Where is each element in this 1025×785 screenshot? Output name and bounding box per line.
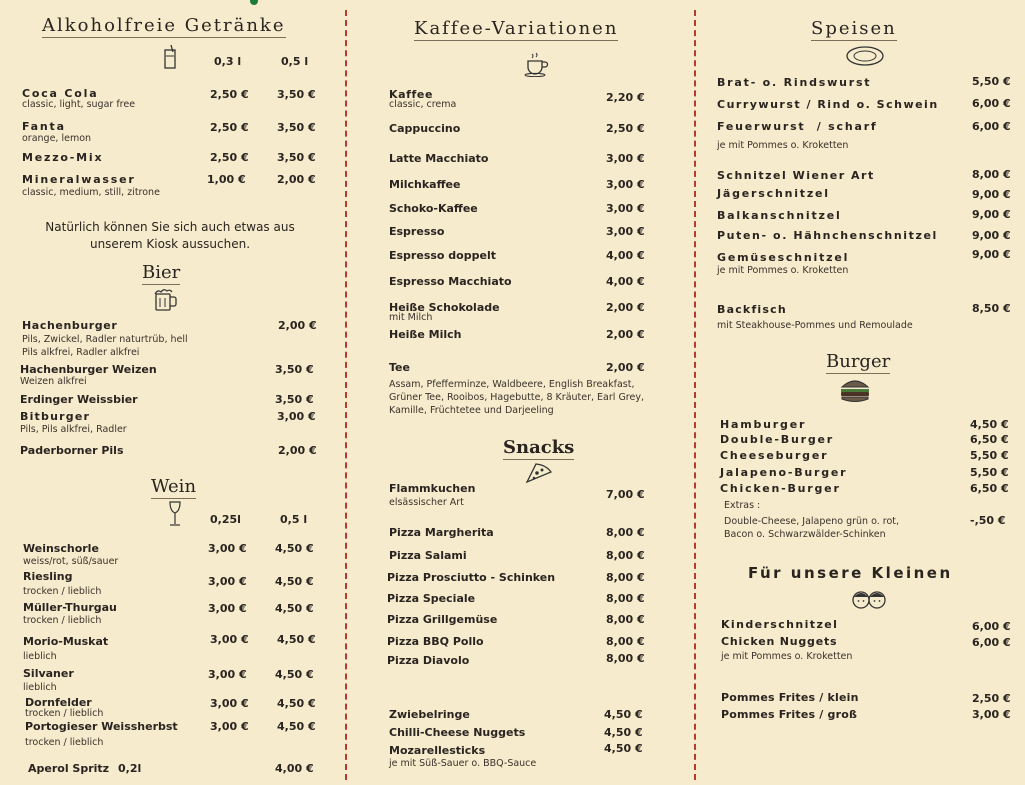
- wine-name: Morio-Muskat: [23, 635, 109, 648]
- snack-price: 8,00 €: [606, 571, 645, 584]
- beer-price: 2,00 €: [278, 319, 317, 332]
- snack-price: 4,50 €: [604, 708, 643, 721]
- dish-price: 6,00 €: [972, 120, 1011, 133]
- burger-name: Cheeseburger: [720, 449, 829, 462]
- dish-price: 8,00 €: [972, 168, 1011, 181]
- snack-price: 8,00 €: [606, 549, 645, 562]
- pommes-price: 3,00 €: [972, 708, 1011, 721]
- pommes-name: Pommes Frites / groß: [721, 708, 858, 721]
- tea-desc: Assam, Pfefferminze, Waldbeere, English Breakfast,: [389, 379, 635, 390]
- section-title-alkoholfrei: Alkoholfreie Getränke: [42, 15, 286, 36]
- drink-price-large: 3,50 €: [277, 121, 316, 134]
- burger-price: 5,50 €: [970, 449, 1009, 462]
- coffee-price: 2,00 €: [606, 301, 645, 314]
- drink-name: Coca Cola: [22, 87, 99, 100]
- coffee-price: 3,00 €: [606, 202, 645, 215]
- coffee-price: 3,00 €: [606, 178, 645, 191]
- coffee-name: Milchkaffee: [389, 178, 461, 191]
- snack-price: 8,00 €: [606, 592, 645, 605]
- coffee-price: 4,00 €: [606, 249, 645, 262]
- coffee-name: Cappuccino: [389, 122, 461, 135]
- dish-name: Feuerwurst / scharf: [717, 120, 878, 133]
- snack-name: Pizza Prosciutto - Schinken: [387, 571, 556, 584]
- tea-desc: Kamille, Früchtetee und Darjeeling: [389, 405, 554, 416]
- wine-name: Müller-Thurgau: [23, 601, 117, 614]
- wine-price-small: 3,00 €: [208, 668, 247, 681]
- coffee-price: 2,00 €: [606, 328, 645, 341]
- snack-name: Pizza Speciale: [387, 592, 476, 605]
- wine-price-large: 4,50 €: [277, 633, 316, 646]
- pommes-price: 2,50 €: [972, 692, 1011, 705]
- wine-desc: weiss/rot, süß/sauer: [23, 556, 119, 567]
- extras-price: -,50 €: [970, 514, 1006, 527]
- section-title-snacks: Snacks: [503, 437, 575, 458]
- beer-price: 3,50 €: [275, 363, 314, 376]
- dish-name: Puten- o. Hähnchenschnitzel: [717, 229, 938, 242]
- burger-name: Chicken-Burger: [720, 482, 841, 495]
- wine-name: Dornfelder: [25, 696, 92, 709]
- aperol-size: 0,2l: [118, 762, 142, 775]
- wine-size-small: 0,25l: [210, 513, 241, 526]
- wine-price-small: 3,00 €: [208, 575, 247, 588]
- coffee-name: Schoko-Kaffee: [389, 202, 478, 215]
- dish-price: 8,50 €: [972, 302, 1011, 315]
- burger-price: 6,50 €: [970, 482, 1009, 495]
- coffee-name: Heiße Milch: [389, 328, 462, 341]
- drink-desc: orange, lemon: [22, 133, 92, 144]
- wine-price-small: 3,00 €: [210, 720, 249, 733]
- glass-icon: [162, 44, 178, 70]
- wine-price-small: 3,00 €: [210, 633, 249, 646]
- coffee-name: Latte Macchiato: [389, 152, 489, 165]
- dish-price: 9,00 €: [972, 229, 1011, 242]
- plate-icon: [845, 45, 885, 67]
- corner-mark: [250, 0, 258, 5]
- drink-name: Mezzo-Mix: [22, 151, 104, 164]
- wine-desc: trocken / lieblich: [25, 708, 104, 719]
- dish-name: Schnitzel Wiener Art: [717, 169, 875, 182]
- wine-price-small: 3,00 €: [208, 542, 247, 555]
- snack-price: 4,50 €: [604, 726, 643, 739]
- dish-name: Balkanschnitzel: [717, 209, 842, 222]
- burger-name: Jalapeno-Burger: [720, 466, 848, 479]
- dish-price: 9,00 €: [972, 208, 1011, 221]
- wine-name: Silvaner: [23, 667, 74, 680]
- drink-desc: classic, light, sugar free: [22, 99, 136, 110]
- coffee-name: Heiße Schokolade: [389, 301, 500, 314]
- burger-price: 5,50 €: [970, 466, 1009, 479]
- aperol-price: 4,00 €: [275, 762, 314, 775]
- burger-price: 6,50 €: [970, 433, 1009, 446]
- drink-price-small: 2,50 €: [210, 151, 249, 164]
- drink-price-small: 2,50 €: [210, 121, 249, 134]
- wine-price-small: 3,00 €: [210, 697, 249, 710]
- section-title-bier: Bier: [142, 262, 181, 283]
- wine-desc: trocken / lieblich: [23, 586, 102, 597]
- beer-desc: Pils alkfrei, Radler alkfrei: [22, 347, 140, 358]
- extras-desc: Bacon o. Schwarzwälder-Schinken: [724, 529, 886, 540]
- coffee-desc: classic, crema: [389, 99, 457, 110]
- dish-name: Currywurst / Rind o. Schwein: [717, 98, 939, 111]
- size-header-large: 0,5 l: [281, 55, 309, 68]
- tea-name: Tee: [389, 361, 410, 374]
- wurst-note: je mit Pommes o. Kroketten: [717, 140, 849, 151]
- beer-mug-icon: [153, 288, 179, 312]
- dish-name: Backfisch: [717, 303, 787, 316]
- kids-dish-price: 6,00 €: [972, 620, 1011, 633]
- wine-glass-icon: [167, 500, 183, 528]
- snack-name: Mozarellesticks: [389, 744, 486, 757]
- beer-name: Erdinger Weissbier: [20, 393, 138, 406]
- burger-name: Double-Burger: [720, 433, 834, 446]
- wine-name: Weinschorle: [23, 542, 99, 555]
- wine-price-large: 4,50 €: [275, 602, 314, 615]
- burger-icon: [838, 375, 872, 405]
- snack-sauce-note: je mit Süß-Sauer o. BBQ-Sauce: [389, 758, 537, 769]
- snack-name: Pizza Grillgemüse: [387, 613, 498, 626]
- beer-desc: Weizen alkfrei: [20, 376, 87, 387]
- pommes-name: Pommes Frites / klein: [721, 691, 859, 704]
- wine-desc: lieblich: [23, 651, 57, 662]
- kids-dish-name: Chicken Nuggets: [721, 635, 838, 648]
- beer-desc: Pils, Pils alkfrei, Radler: [20, 424, 127, 435]
- pizza-slice-icon: [524, 461, 554, 485]
- snack-price: 8,00 €: [606, 635, 645, 648]
- coffee-price: 4,00 €: [606, 275, 645, 288]
- coffee-name: Espresso doppelt: [389, 249, 496, 262]
- section-title-kids: Für unsere Kleinen: [748, 564, 953, 582]
- beer-price: 3,00 €: [277, 410, 316, 423]
- coffee-price: 2,20 €: [606, 91, 645, 104]
- dish-desc: mit Steakhouse-Pommes und Remoulade: [717, 320, 913, 331]
- kids-note: je mit Pommes o. Kroketten: [721, 651, 853, 662]
- wine-name: Portogieser Weissherbst: [25, 720, 178, 733]
- beer-price: 2,00 €: [278, 444, 317, 457]
- coffee-desc: mit Milch: [389, 312, 433, 323]
- coffee-name: Espresso Macchiato: [389, 275, 512, 288]
- kiosk-note: [20, 219, 320, 253]
- drink-price-large: 3,50 €: [277, 88, 316, 101]
- kiosk-note-line1: Natürlich können Sie sich auch etwas aus: [45, 220, 295, 234]
- dish-name: Brat- o. Rindswurst: [717, 76, 872, 89]
- coffee-name: Kaffee: [389, 88, 434, 101]
- snack-price: 8,00 €: [606, 613, 645, 626]
- tea-desc: Grüner Tee, Rooibos, Hagebutte, 8 Kräuter, Earl Grey,: [389, 392, 644, 403]
- wine-price-large: 4,50 €: [275, 575, 314, 588]
- section-title-wein: Wein: [151, 476, 197, 497]
- kiosk-note-line2: unserem Kiosk aussuchen.: [89, 237, 251, 251]
- wine-price-small: 3,00 €: [208, 602, 247, 615]
- dish-name: Jägerschnitzel: [717, 187, 830, 200]
- drink-name: Fanta: [22, 120, 66, 133]
- drink-name: Mineralwasser: [22, 173, 136, 186]
- kids-faces-icon: [851, 588, 887, 610]
- snack-name: Flammkuchen: [389, 482, 476, 495]
- drink-desc: classic, medium, still, zitrone: [22, 187, 160, 198]
- section-title-kaffee: Kaffee-Variationen: [414, 18, 619, 39]
- beer-name: Hachenburger Weizen: [20, 363, 157, 376]
- snack-name: Pizza Diavolo: [387, 654, 470, 667]
- coffee-price: 2,50 €: [606, 122, 645, 135]
- snack-price: 7,00 €: [606, 488, 645, 501]
- drink-price-large: 3,50 €: [277, 151, 316, 164]
- snack-name: Pizza BBQ Pollo: [387, 635, 484, 648]
- dish-price: 9,00 €: [972, 188, 1011, 201]
- dish-name: Gemüseschnitzel: [717, 251, 850, 264]
- section-title-speisen: Speisen: [811, 18, 897, 39]
- beer-name: Bitburger: [20, 410, 91, 423]
- dish-price: 5,50 €: [972, 75, 1011, 88]
- schnitzel-note: je mit Pommes o. Kroketten: [717, 265, 849, 276]
- coffee-price: 3,00 €: [606, 152, 645, 165]
- snack-price: 8,00 €: [606, 652, 645, 665]
- dish-price: 6,00 €: [972, 97, 1011, 110]
- beer-name: Hachenburger: [22, 319, 118, 332]
- drink-price-small: 1,00 €: [207, 173, 246, 186]
- extras-desc: Double-Cheese, Jalapeno grün o. rot,: [724, 516, 900, 527]
- drink-price-small: 2,50 €: [210, 88, 249, 101]
- size-header-small: 0,3 l: [214, 55, 242, 68]
- beer-price: 3,50 €: [275, 393, 314, 406]
- beer-desc: Pils, Zwickel, Radler naturtrüb, hell: [22, 334, 188, 345]
- beer-name: Paderborner Pils: [20, 444, 124, 457]
- kids-dish-name: Kinderschnitzel: [721, 618, 839, 631]
- coffee-name: Espresso: [389, 225, 445, 238]
- snack-name: Chilli-Cheese Nuggets: [389, 726, 526, 739]
- wine-desc: lieblich: [23, 682, 57, 693]
- snack-price: 8,00 €: [606, 526, 645, 539]
- extras-label: Extras :: [724, 500, 761, 511]
- snack-desc: elsässischer Art: [389, 497, 464, 508]
- wine-price-large: 4,50 €: [275, 668, 314, 681]
- coffee-cup-icon: [521, 51, 551, 77]
- burger-name: Hamburger: [720, 418, 807, 431]
- coffee-price: 3,00 €: [606, 225, 645, 238]
- snack-price: 4,50 €: [604, 742, 643, 755]
- wine-desc: trocken / lieblich: [23, 615, 102, 626]
- snack-name: Pizza Margherita: [389, 526, 494, 539]
- snack-name: Pizza Salami: [389, 549, 467, 562]
- section-title-burger: Burger: [826, 351, 891, 372]
- drink-price-large: 2,00 €: [277, 173, 316, 186]
- wine-name: Riesling: [23, 570, 73, 583]
- column-divider-1: [345, 10, 347, 780]
- wine-desc: trocken / lieblich: [25, 737, 104, 748]
- wine-size-large: 0,5 l: [280, 513, 308, 526]
- tea-price: 2,00 €: [606, 361, 645, 374]
- wine-price-large: 4,50 €: [275, 542, 314, 555]
- wine-price-large: 4,50 €: [277, 697, 316, 710]
- kids-dish-price: 6,00 €: [972, 636, 1011, 649]
- burger-price: 4,50 €: [970, 418, 1009, 431]
- column-divider-2: [694, 10, 696, 780]
- snack-name: Zwiebelringe: [389, 708, 470, 721]
- wine-price-large: 4,50 €: [277, 720, 316, 733]
- aperol-name: Aperol Spritz: [28, 762, 110, 775]
- dish-price: 9,00 €: [972, 248, 1011, 261]
